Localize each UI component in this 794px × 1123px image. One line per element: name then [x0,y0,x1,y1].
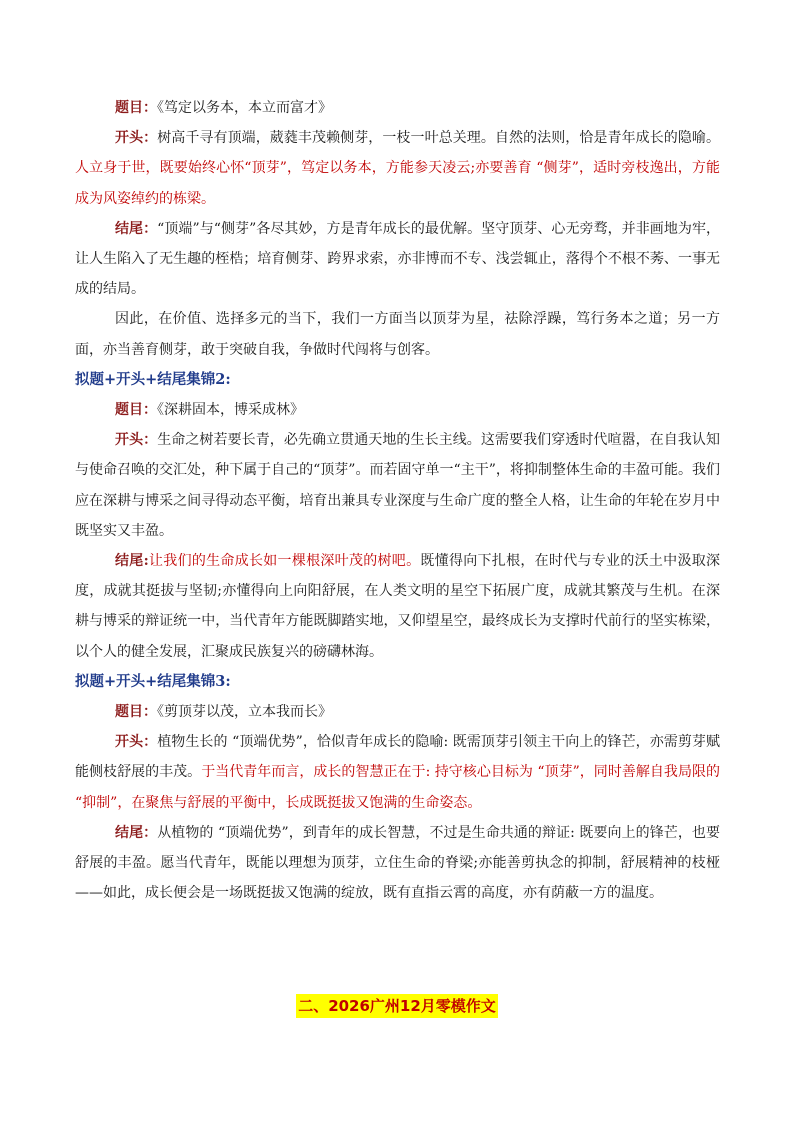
next-section-heading [0,994,794,1018]
opening-2 [75,425,720,546]
opening-highlight: 于当代青年而言，成长的智慧正在于: 持守核心目标为 “顶芽”，同时善解自我局限的 “抑制”，在聚焦与舒展的平衡中，长成既挺拔又饱满的生命姿态。 [75,764,720,811]
opening-label: 开头： [115,130,158,147]
ending-text: 既懂得向下扎根，在时代与专业的沃土中汲取深度，成就其挺拔与坚韧;亦懂得向上向阳舒展，在人类文明的星空下拓展广度，成就其繁茂与生机。在深耕与博采的辩证统一中，当代青年方能既脚踏实地，又仰望星空，最终成长为支撑时代前行的坚实栋梁，以个人的健全发展，汇聚成民族复兴的磅礴林海。 [75,553,721,660]
essay-title-1 [75,93,720,123]
opening-1 [75,123,720,214]
ending-label: 结尾: [115,553,149,570]
title-label: 题目： [115,402,157,419]
title-text: 《深耕固本，博采成林》 [157,402,304,419]
section-heading-3: 拟题+开头+结尾集锦3: [75,672,231,690]
ending-3 [75,818,720,909]
opening-3 [75,727,720,818]
ending-highlight: 让我们的生命成长如一棵根深叶茂的树吧。 [148,553,421,570]
opening-highlight: 人立身于世，既要始终心怀“顶芽”，笃定以务本，方能参天凌云;亦要善育 “侧芽”，适时旁枝逸出，方能成为风姿绰约的栋梁。 [75,160,720,207]
opening-label: 开头： [115,734,158,751]
ending-label: 结尾： [115,220,158,237]
title-label: 题目： [115,704,157,721]
title-label: 题目： [115,100,157,116]
conclusion-1: 因此，在价值、选择多元的当下，我们一方面当以顶芽为星，祛除浮躁，笃行务本之道；另一方面，亦当善育侧芽，敢于突破自我，争做时代闯将与创客。 [75,311,720,358]
ending-1 [75,214,720,305]
essay-title-2 [75,395,720,425]
opening-text: 植物生长的 “顶端优势”，恰似青年成长的隐喻: 既需顶芽引领主干向上的锋芒，亦需剪芽赋能侧枝舒展的丰茂。 [75,734,721,781]
opening-text: 生命之树若要长青，必先确立贯通天地的生长主线。这需要我们穿透时代喧嚣，在自我认知与使命召唤的交汇处，种下属于自己的“顶芽”。而若固守单一“主干”，将抑制整体生命的丰盈可能。我们应在深耕与博采之间寻得动态平衡，培育出兼具专业深度与生命广度的整全人格，让生命的年轮在岁月中既坚实又丰盈。 [75,432,721,539]
title-text: 《笃定以务本，本立而富才》 [157,100,332,116]
title-text: 《剪顶芽以茂，立本我而长》 [157,704,332,721]
highlighted-heading: 二、2026广州12月零模作文 [296,994,498,1018]
ending-2 [75,546,720,667]
ending-label: 结尾： [115,824,158,841]
ending-text: “顶端”与“侧芽”各尽其妙，方是青年成长的最优解。坚守顶芽、心无旁骛，并非画地为牢，让人生陷入了无生趣的桎梏；培育侧芽、跨界求索，亦非博而不专、浅尝辄止，落得个不根不莠、一事无成的结局。 [75,220,720,298]
section-heading-2: 拟题+开头+结尾集锦2: [75,370,231,388]
ending-text: 从植物的 “顶端优势”，到青年的成长智慧，不过是生命共通的辩证: 既要向上的锋芒，也要舒展的丰盈。愿当代青年，既能以理想为顶芽，立住生命的脊梁;亦能善剪执念的抑制，舒展精神的枝桠——如此，成长便会是一场既挺拔又饱满的绽放，既有直指云霄的高度，亦有荫蔽一方的温度。 [75,824,721,902]
document-body [75,93,720,908]
opening-text: 树高千寻有顶端，葳蕤丰茂赖侧芽，一枝一叶总关理。自然的法则，恰是青年成长的隐喻。 [157,130,721,147]
opening-label: 开头： [115,432,158,449]
essay-title-3 [75,697,720,727]
